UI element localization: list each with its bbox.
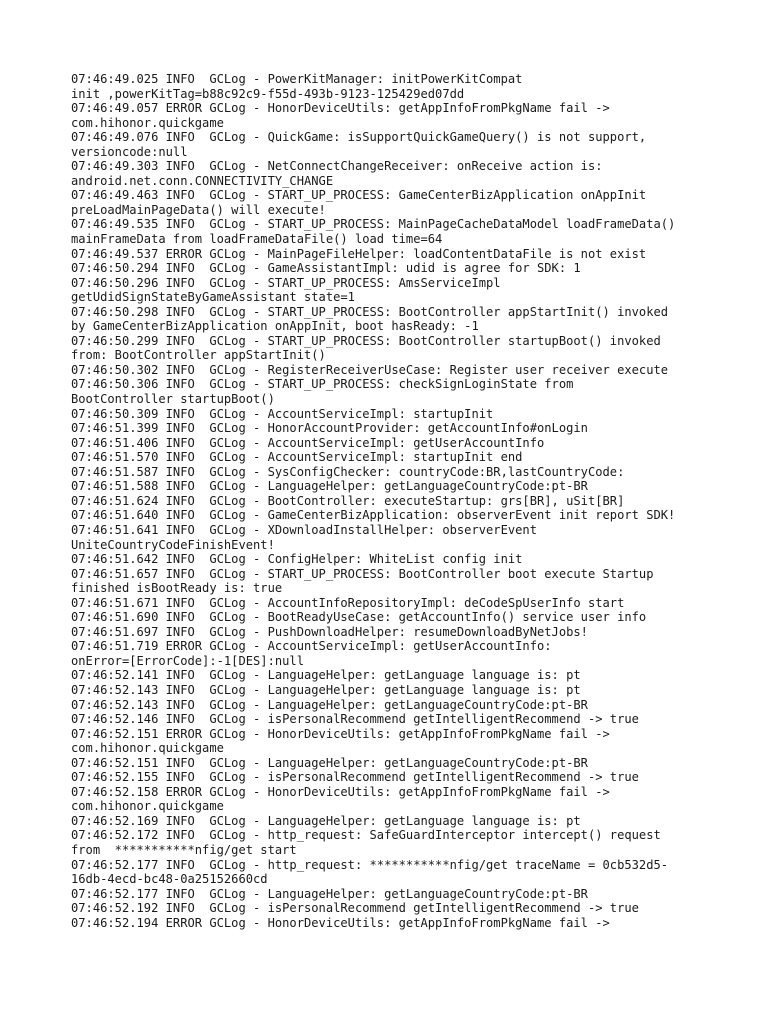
log-line: 07:46:51.624 INFO GCLog - BootController: executeStartup: grs[BR], uSit[BR]: [71, 493, 625, 508]
log-line: 07:46:52.141 INFO GCLog - LanguageHelper: getLanguage language is: pt: [71, 668, 581, 683]
log-line: 07:46:51.588 INFO GCLog - LanguageHelper: getLanguageCountryCode:pt-BR: [71, 479, 588, 494]
log-line: 07:46:51.719 ERROR GCLog - AccountServiceImpl: getUserAccountInfo:: [71, 639, 552, 654]
log-line: 07:46:49.537 ERROR GCLog - MainPageFileHelper: loadContentDataFile is not exist: [71, 246, 647, 261]
log-line: 07:46:52.172 INFO GCLog - http_request: SafeGuardInterceptor intercept() request: [71, 828, 661, 843]
log-line: 07:46:49.303 INFO GCLog - NetConnectChangeReceiver: onReceive action is:: [71, 159, 603, 174]
log-line: finished isBootReady is: true: [71, 581, 283, 596]
log-line: 07:46:51.570 INFO GCLog - AccountServiceImpl: startupInit end: [71, 450, 523, 465]
log-line: 07:46:51.671 INFO GCLog - AccountInfoRepositoryImpl: deCodeSpUserInfo start: [71, 595, 625, 610]
log-line: 07:46:52.177 INFO GCLog - LanguageHelper: getLanguageCountryCode:pt-BR: [71, 886, 588, 901]
log-page: [71, 72, 731, 930]
log-line: 07:46:52.155 INFO GCLog - isPersonalRecommend getIntelligentRecommend -> true: [71, 770, 639, 785]
log-line: 07:46:52.177 INFO GCLog - http_request: ***********nfig/get traceName = 0cb532d5-: [71, 857, 669, 872]
log-line: 07:46:50.306 INFO GCLog - START_UP_PROCESS: checkSignLoginState from: [71, 377, 574, 392]
log-line: 07:46:52.192 INFO GCLog - isPersonalRecommend getIntelligentRecommend -> true: [71, 901, 639, 916]
log-line: from ***********nfig/get start: [71, 842, 297, 857]
log-line: 07:46:52.143 INFO GCLog - LanguageHelper: getLanguageCountryCode:pt-BR: [71, 697, 588, 712]
log-line: 07:46:51.641 INFO GCLog - XDownloadInstallHelper: observerEvent: [71, 522, 537, 537]
log-line: com.hihonor.quickgame: [71, 741, 224, 756]
log-line: android.net.conn.CONNECTIVITY_CHANGE: [71, 173, 334, 188]
log-line: 07:46:49.025 INFO GCLog - PowerKitManager: initPowerKitCompat: [71, 72, 523, 86]
log-line: 07:46:52.151 INFO GCLog - LanguageHelper: getLanguageCountryCode:pt-BR: [71, 755, 588, 770]
log-line: from: BootController appStartInit(): [71, 348, 326, 363]
log-line: com.hihonor.quickgame: [71, 115, 224, 130]
log-line: 07:46:52.146 INFO GCLog - isPersonalRecommend getIntelligentRecommend -> true: [71, 712, 639, 727]
log-line: 16db-4ecd-bc48-0a25152660cd: [71, 872, 268, 887]
log-line: 07:46:50.299 INFO GCLog - START_UP_PROCESS: BootController startupBoot() invoked: [71, 333, 661, 348]
log-line: preLoadMainPageData() will execute!: [71, 202, 326, 217]
log-line: 07:46:50.294 INFO GCLog - GameAssistantImpl: udid is agree for SDK: 1: [71, 261, 581, 276]
log-line: 07:46:52.151 ERROR GCLog - HonorDeviceUtils: getAppInfoFromPkgName fail ->: [71, 726, 610, 741]
log-text-block: [71, 72, 731, 930]
log-line: 07:46:51.697 INFO GCLog - PushDownloadHelper: resumeDownloadByNetJobs!: [71, 624, 588, 639]
log-line: 07:46:49.076 INFO GCLog - QuickGame: isSupportQuickGameQuery() is not support,: [71, 130, 647, 145]
log-line: 07:46:52.194 ERROR GCLog - HonorDeviceUtils: getAppInfoFromPkgName fail ->: [71, 915, 610, 930]
log-line: 07:46:51.642 INFO GCLog - ConfigHelper: WhiteList config init: [71, 552, 523, 567]
log-line: versioncode:null: [71, 144, 188, 159]
log-line: 07:46:50.298 INFO GCLog - START_UP_PROCESS: BootController appStartInit() invoked: [71, 304, 669, 319]
log-line: 07:46:49.463 INFO GCLog - START_UP_PROCESS: GameCenterBizApplication onAppInit: [71, 188, 647, 203]
log-line: 07:46:51.640 INFO GCLog - GameCenterBizApplication: observerEvent init report SDK!: [71, 508, 676, 523]
log-line: 07:46:52.169 INFO GCLog - LanguageHelper: getLanguage language is: pt: [71, 813, 581, 828]
log-line: 07:46:51.690 INFO GCLog - BootReadyUseCase: getAccountInfo() service user info: [71, 610, 647, 625]
log-line: UniteCountryCodeFinishEvent!: [71, 537, 275, 552]
log-line: 07:46:50.309 INFO GCLog - AccountServiceImpl: startupInit: [71, 406, 494, 421]
log-line: 07:46:50.296 INFO GCLog - START_UP_PROCESS: AmsServiceImpl: [71, 275, 501, 290]
log-line: 07:46:51.399 INFO GCLog - HonorAccountProvider: getAccountInfo#onLogin: [71, 421, 588, 436]
log-line: 07:46:52.158 ERROR GCLog - HonorDeviceUtils: getAppInfoFromPkgName fail ->: [71, 784, 610, 799]
log-line: onError=[ErrorCode]:-1[DES]:null: [71, 653, 304, 668]
log-line: 07:46:49.535 INFO GCLog - START_UP_PROCESS: MainPageCacheDataModel loadFrameData(): [71, 217, 676, 232]
log-line: init ,powerKitTag=b88c92c9-f55d-493b-9123-125429ed07dd: [71, 86, 465, 101]
log-line: 07:46:49.057 ERROR GCLog - HonorDeviceUtils: getAppInfoFromPkgName fail ->: [71, 101, 610, 116]
log-line: com.hihonor.quickgame: [71, 799, 224, 814]
log-line: mainFrameData from loadFrameDataFile() load time=64: [71, 232, 443, 247]
log-line: 07:46:51.406 INFO GCLog - AccountServiceImpl: getUserAccountInfo: [71, 435, 545, 450]
log-line: 07:46:51.587 INFO GCLog - SysConfigChecker: countryCode:BR,lastCountryCode:: [71, 464, 625, 479]
log-line: 07:46:51.657 INFO GCLog - START_UP_PROCESS: BootController boot execute Startup: [71, 566, 654, 581]
log-line: 07:46:52.143 INFO GCLog - LanguageHelper: getLanguage language is: pt: [71, 682, 581, 697]
log-line: getUdidSignStateByGameAssistant state=1: [71, 290, 355, 305]
log-line: BootController startupBoot(): [71, 392, 275, 407]
log-line: by GameCenterBizApplication onAppInit, boot hasReady: -1: [71, 319, 479, 334]
log-line: 07:46:50.302 INFO GCLog - RegisterReceiverUseCase: Register user receiver execute: [71, 362, 669, 377]
